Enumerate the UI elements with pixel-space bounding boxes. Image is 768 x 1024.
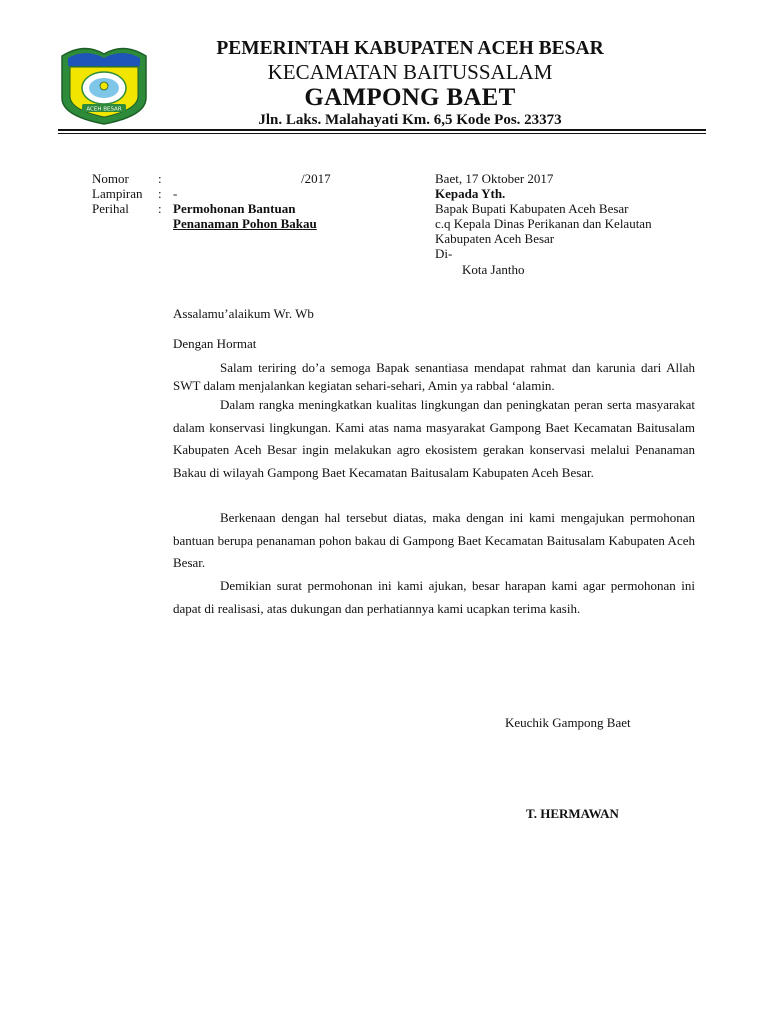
recipient-line3: Kabupaten Aceh Besar [435,231,555,246]
signature-name: T. HERMAWAN [526,806,619,821]
letter-date: Baet, 17 Oktober 2017 [435,171,554,186]
letterhead-divider-thin [58,133,706,134]
letterhead-government: PEMERINTAH KABUPATEN ACEH BESAR [216,38,604,59]
paragraph-4-text: Demikian surat permohonan ini kami ajukan, besar harapan kami agar permohonan ini dapat di realisasi, atas dukungan dan perhatiannya kami ucapkan terima kasih. [173,578,695,616]
recipient-line2: c.q Kepala Dinas Perikanan dan Kelautan [435,216,652,231]
letterhead-divider-thick [58,129,706,131]
paragraph-3-text: Berkenaan dengan hal tersebut diatas, maka dengan ini kami mengajukan permohonan bantuan berupa penanaman pohon bakau di Gampong Baet Kecamatan Baitusalam Kabupaten Aceh Besar. [173,510,695,570]
lampiran-separator: : [158,186,162,201]
recipient-line1: Bapak Bupati Kabupaten Aceh Besar [435,201,629,216]
paragraph-1-text: Salam teriring do’a semoga Bapak senantiasa mendapat rahmat dan karunia dari Allah SWT dalam menjalankan kegiatan sehari-sehari, Amin ya rabbal ‘alamin. [173,360,695,393]
greeting: Assalamu’alaikum Wr. Wb [173,306,314,321]
paragraph-4 [173,575,695,620]
lampiran-value: - [173,186,178,201]
nomor-value: /2017 [301,171,331,186]
letterhead-address: Jln. Laks. Malahayati Km. 6,5 Kode Pos. 23373 [258,112,562,128]
paragraph-2-text: Dalam rangka meningkatkan kualitas lingkungan dan peningkatan peran serta masyarakat dalam konservasi lingkungan. Kami atas nama masyarakat Gampong Baet Kecamatan Baitusalam Kabupaten Aceh Besar ingin melakukan agro ekosistem gerakan konservasi melalui Penanaman Bakau di wilayah Gampong Baet Kecamatan Baitusalam Kabupaten Aceh Besar. [173,397,695,480]
paragraph-3 [173,507,695,575]
perihal-separator: : [158,201,162,216]
perihal-line2: Penanaman Pohon Bakau [173,216,317,231]
salutation: Dengan Hormat [173,336,257,351]
recipient-city: Kota Jantho [462,262,525,277]
letterhead-district: KECAMATAN BAITUSSALAM [267,60,553,84]
recipient-di: Di- [435,246,453,261]
perihal-line1: Permohonan Bantuan [173,201,296,216]
lampiran-label: Lampiran [92,186,143,201]
perihal-label: Perihal [92,201,129,216]
logo-ribbon-text: ACEH BESAR [86,106,122,113]
letterhead-village: GAMPONG BAET [304,84,516,111]
nomor-separator: : [158,171,162,186]
nomor-label: Nomor [92,171,129,186]
paragraph-2 [173,394,695,484]
signature-title: Keuchik Gampong Baet [505,715,631,730]
paragraph-1 [173,359,695,395]
recipient-kepada: Kepada Yth. [435,186,506,201]
